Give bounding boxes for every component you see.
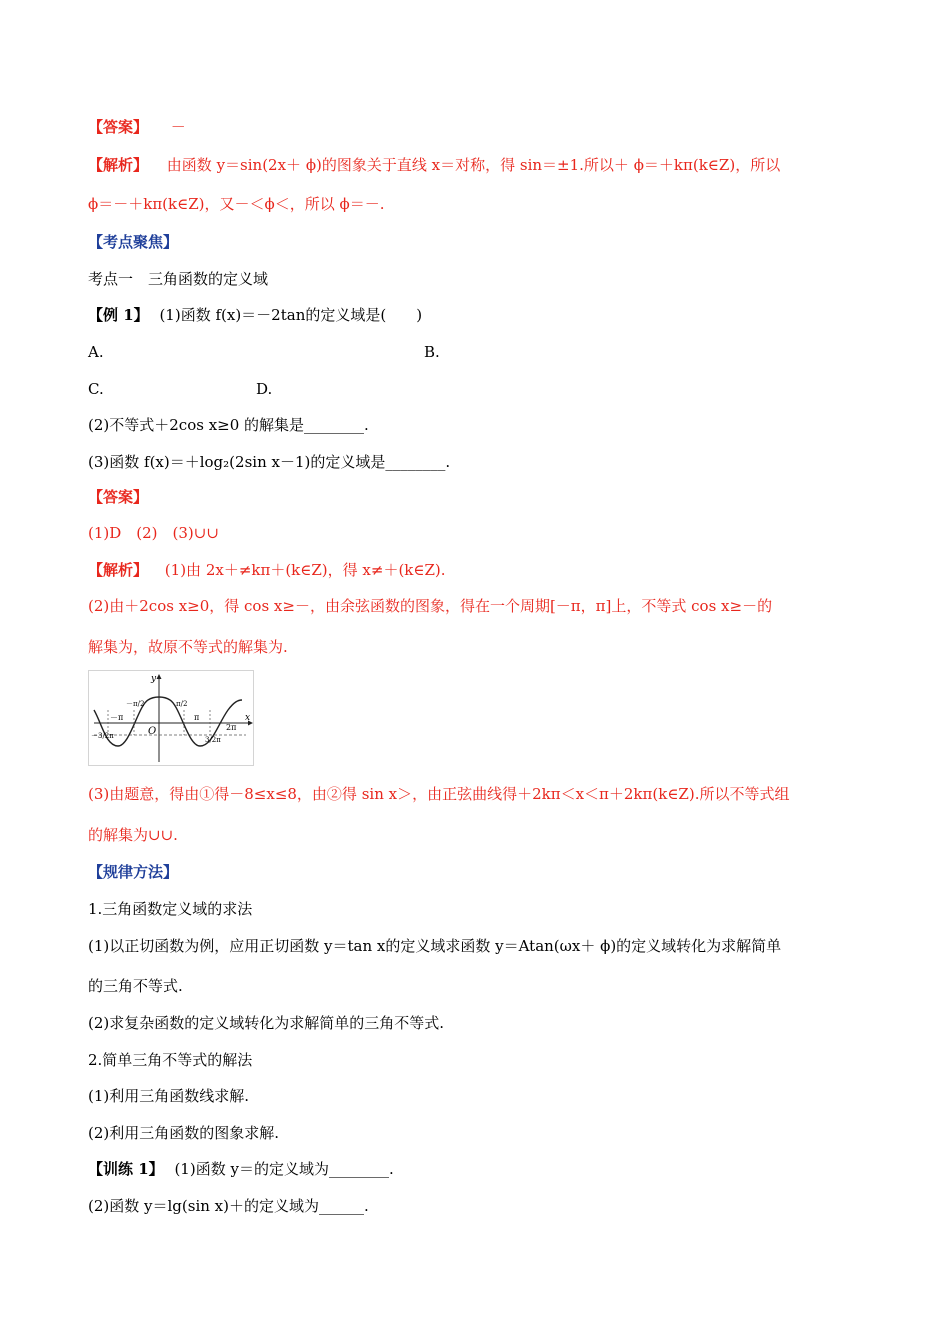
analysis-line-2: ϕ＝－＋kπ(k∈Z)，又－＜ϕ＜，所以 ϕ＝－. [88, 195, 385, 213]
section-tag-method: 【规律方法】 [88, 863, 179, 881]
analysis-text: 由函数 y＝sin(2x＋ ϕ)的图象关于直线 x＝对称，得 sin＝±1.所以＋ ϕ＝＋kπ(k∈Z)，所以 [166, 156, 781, 174]
tick-neg-pi: －π [110, 713, 124, 722]
topic-heading: 考点一 三角函数的定义域 [88, 270, 269, 288]
analysis-2-line-2: (2)由＋2cos x≥0，得 cos x≥－，由余弦函数的图象，得在一个周期[－π，π]上，不等式 cos x≥－的 [88, 597, 773, 615]
training-question-1 [88, 1159, 394, 1179]
option-a: A. [88, 343, 104, 361]
tick-half-pi: π/2 [176, 700, 188, 708]
training-question-2: (2)函数 y＝lg(sin x)＋的定义域为______. [88, 1197, 369, 1215]
example-1-question-1 [88, 305, 422, 325]
analysis-2-line-1 [88, 560, 446, 580]
training-tag: 【训练 1】 [88, 1160, 164, 1178]
training-question-text: (1)函数 y＝的定义域为________. [174, 1160, 394, 1178]
analysis-2-text-1: (1)由 2x＋≠kπ＋(k∈Z)，得 x≠＋(k∈Z). [164, 561, 446, 579]
method-paragraph-1b: 的三角不等式. [88, 977, 183, 995]
tick-neg-three-half-pi: －3/2π [91, 732, 114, 740]
method-heading-1: 1.三角函数定义域的求法 [88, 900, 253, 918]
analysis-tag-2: 【解析】 [88, 561, 149, 579]
example-1-question-2: (2)不等式＋2cos x≥0 的解集是________. [88, 416, 369, 434]
method-paragraph-4: (2)利用三角函数的图象求解. [88, 1124, 280, 1142]
analysis-2-line-3: 解集为，故原不等式的解集为. [88, 638, 288, 656]
tick-three-half-pi: 3/2π [205, 736, 221, 744]
x-axis-label: x [245, 713, 251, 723]
option-d: D. [256, 380, 273, 398]
section-tag-focus: 【考点聚焦】 [88, 233, 179, 251]
answer-text-2: (1)D (2) (3)∪∪ [88, 524, 219, 542]
answer-tag: 【答案】 [88, 118, 149, 136]
option-b: B. [424, 343, 440, 361]
answer-text: － [170, 118, 186, 136]
option-c: C. [88, 380, 104, 398]
tick-neg-half-pi: －π/2 [126, 700, 145, 708]
tick-two-pi: 2π [226, 723, 237, 732]
y-axis-label: y [151, 674, 157, 684]
method-paragraph-1a: (1)以正切函数为例，应用正切函数 y＝tan x的定义域求函数 y＝Atan(ωx＋ ϕ)的定义域转化为求解简单 [88, 937, 782, 955]
method-heading-2: 2.简单三角不等式的解法 [88, 1051, 253, 1069]
tick-pi: π [194, 713, 200, 722]
method-paragraph-3: (1)利用三角函数线求解. [88, 1087, 250, 1105]
example-1-question-3: (3)函数 f(x)＝＋log₂(2sin x－1)的定义域是________. [88, 453, 451, 471]
analysis-line-1 [88, 155, 780, 175]
example-question-text: (1)函数 f(x)＝－2tan的定义域是( ) [159, 306, 423, 324]
analysis-2-line-4: (3)由题意，得由①得－8≤x≤8，由②得 sin x＞，由正弦曲线得＋2kπ＜x＜π＋2kπ(k∈Z).所以不等式组 [88, 785, 790, 803]
origin-label: O [148, 726, 157, 737]
analysis-tag: 【解析】 [88, 156, 149, 174]
method-paragraph-2: (2)求复杂函数的定义域转化为求解简单的三角不等式. [88, 1014, 445, 1032]
cosine-graph-figure [88, 670, 254, 766]
analysis-2-line-5: 的解集为∪∪. [88, 826, 178, 844]
answer-tag-2: 【答案】 [88, 488, 149, 506]
answer-line-1 [88, 117, 186, 137]
example-tag: 【例 1】 [88, 306, 149, 324]
